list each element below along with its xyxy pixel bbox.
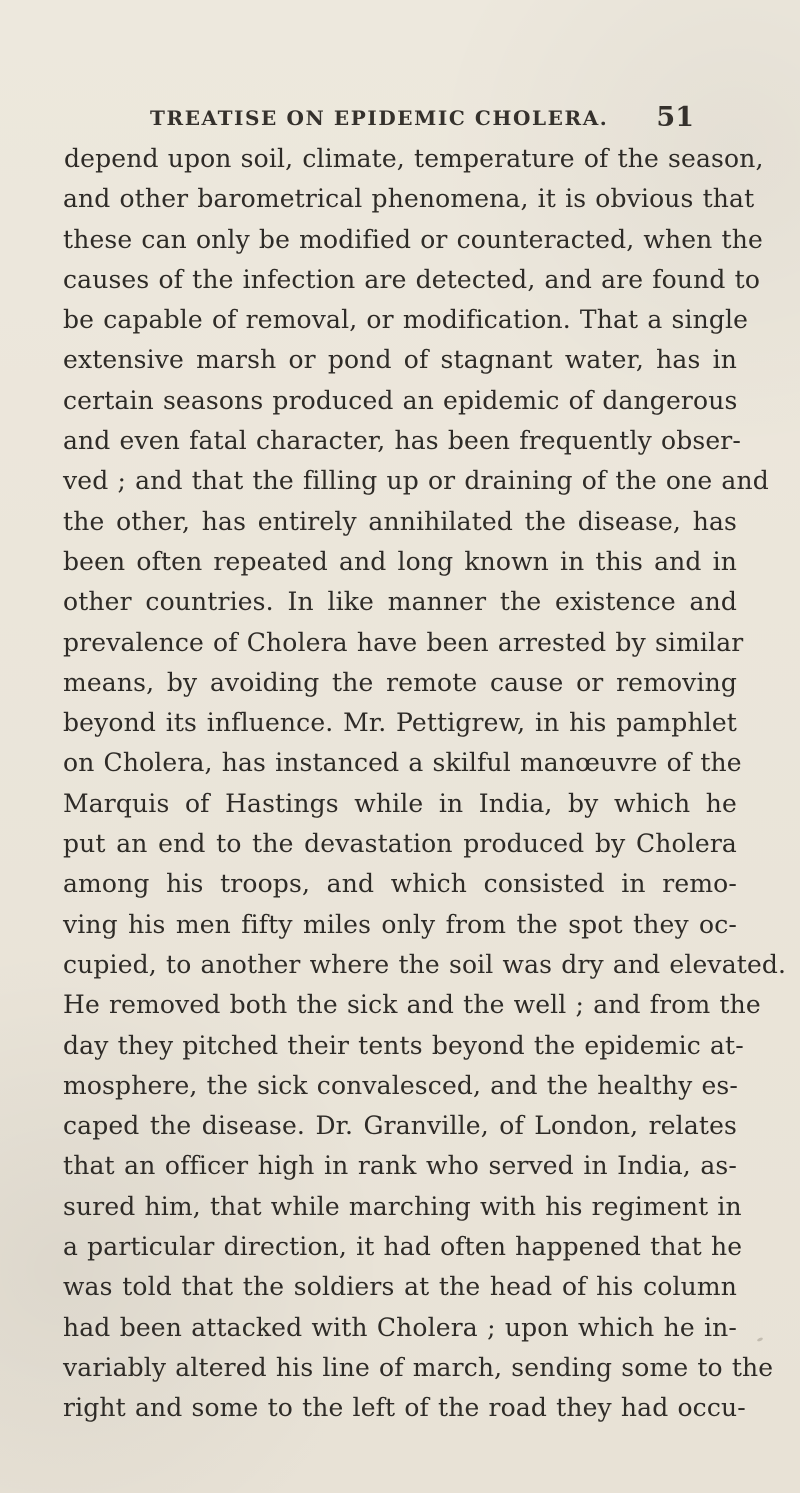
text-line: had been attacked with Cholera ; upon which he in- — [63, 1312, 737, 1342]
text-line: extensive marsh or pond of stagnant water, has in — [63, 345, 737, 375]
text-line: caped the disease. Dr. Granville, of London, relates — [63, 1111, 737, 1141]
text-line: among his troops, and which consisted in remo- — [63, 869, 737, 899]
text-line: right and some to the left of the road they had occu- — [63, 1393, 746, 1423]
text-line: means, by avoiding the remote cause or removing — [63, 667, 737, 697]
text-line: the other, has entirely annihilated the disease, has — [63, 506, 737, 536]
text-line: been often repeated and long known in this and in — [63, 546, 737, 576]
text-line: mosphere, the sick convalesced, and the healthy es- — [63, 1070, 739, 1100]
text-line: beyond its influence. Mr. Pettigrew, in his pamphlet — [63, 708, 737, 738]
page-header — [150, 102, 694, 136]
text-line: ved ; and that the filling up or draining of the one and — [63, 466, 769, 496]
paper-speck — [757, 1337, 764, 1342]
text-line: cupied, to another where the soil was dry and elevated. — [63, 949, 787, 979]
text-line: Marquis of Hastings while in India, by which he — [63, 788, 737, 818]
body-text — [63, 139, 787, 1429]
text-line: causes of the infection are detected, and are found to — [63, 264, 761, 294]
text-line: that an officer high in rank who served in India, as- — [63, 1151, 737, 1181]
text-line: depend upon soil, climate, temperature of the season, — [64, 144, 764, 173]
text-line: and even fatal character, has been frequently obser- — [63, 426, 741, 456]
text-line: put an end to the devastation produced by Cholera — [63, 829, 737, 859]
text-line: variably altered his line of march, sending some to the — [63, 1352, 774, 1382]
text-line: be capable of removal, or modification. That a single — [63, 305, 749, 335]
text-line: was told that the soldiers at the head of his column — [63, 1272, 737, 1302]
text-line: prevalence of Cholera have been arrested by similar — [63, 627, 744, 657]
text-line: ving his men fifty miles only from the spot they oc- — [63, 909, 737, 939]
page-number: 51 — [656, 102, 694, 133]
text-line: certain seasons produced an epidemic of dangerous — [63, 385, 738, 415]
text-line: He removed both the sick and the well ; and from the — [63, 990, 761, 1020]
text-line: other countries. In like manner the existence and — [63, 587, 737, 617]
text-line: a particular direction, it had often happened that he — [63, 1232, 743, 1262]
text-line: these can only be modified or counteracted, when the — [63, 224, 763, 254]
running-head: TREATISE ON EPIDEMIC CHOLERA. — [150, 106, 609, 130]
text-line: day they pitched their tents beyond the epidemic at- — [63, 1030, 744, 1060]
text-line: sured him, that while marching with his regiment in — [63, 1191, 742, 1221]
text-line: on Cholera, has instanced a skilful manœuvre of the — [63, 748, 742, 778]
text-line: and other barometrical phenomena, it is obvious that — [63, 184, 755, 214]
